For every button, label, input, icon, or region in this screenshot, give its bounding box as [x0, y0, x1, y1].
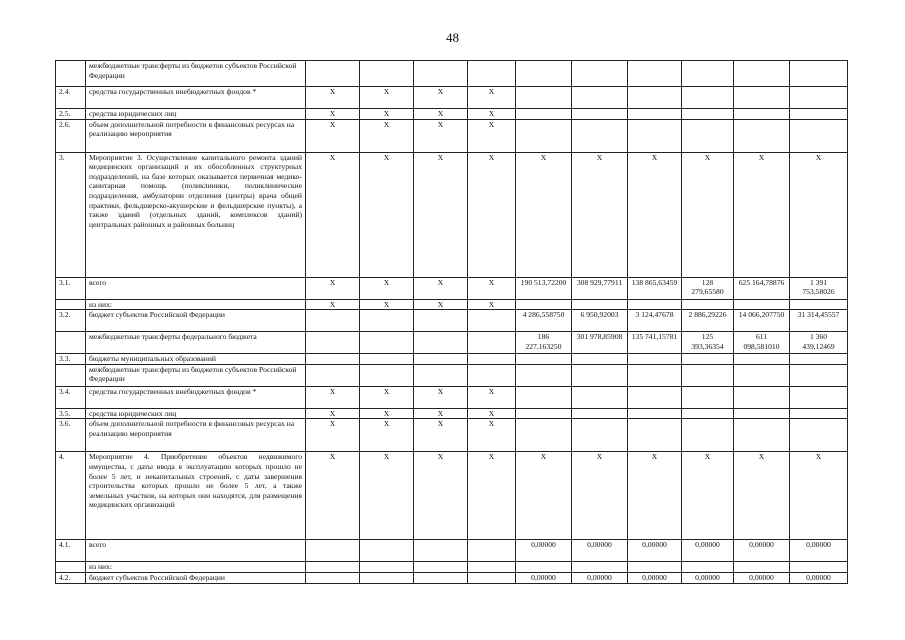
value-cell: [682, 109, 734, 120]
row-description: из них:: [86, 562, 306, 573]
table-row: [56, 354, 848, 365]
table-row: [56, 109, 848, 120]
marker-cell: [306, 540, 360, 562]
marker-cell: X: [468, 408, 516, 419]
value-cell: [790, 109, 848, 120]
marker-cell: [414, 332, 468, 354]
value-cell: X: [572, 152, 628, 277]
row-description: межбюджетные трансферты федерального бюджета: [86, 332, 306, 354]
marker-cell: X: [306, 152, 360, 277]
value-cell: X: [682, 152, 734, 277]
value-cell: X: [734, 452, 790, 540]
table-row: [56, 310, 848, 332]
marker-cell: [360, 572, 414, 583]
row-number: 3.4.: [56, 386, 86, 408]
value-cell: [628, 354, 682, 365]
marker-cell: [414, 354, 468, 365]
value-cell: [790, 61, 848, 87]
value-cell: X: [734, 152, 790, 277]
marker-cell: X: [360, 109, 414, 120]
marker-cell: X: [414, 408, 468, 419]
value-cell: [628, 419, 682, 452]
marker-cell: X: [306, 299, 360, 310]
value-cell: 186 227,163250: [516, 332, 572, 354]
row-number: 3.2.: [56, 310, 86, 332]
marker-cell: X: [468, 277, 516, 299]
marker-cell: [306, 310, 360, 332]
value-cell: [734, 109, 790, 120]
row-description: Мероприятие 4. Приобретение объектов недвижимого имущества, с даты ввода в эксплуатацию которых прошло не более 5 лет, и некапитальных строений, с даты завершения строительства которых прошло не более 5 лет, а также земельных участков, на которых они находятся, для размещения медицинских организаций: [86, 452, 306, 540]
marker-cell: [360, 562, 414, 573]
value-cell: X: [790, 152, 848, 277]
value-cell: [790, 354, 848, 365]
marker-cell: X: [468, 419, 516, 452]
value-cell: [682, 419, 734, 452]
value-cell: [572, 87, 628, 109]
marker-cell: [468, 540, 516, 562]
value-cell: [734, 408, 790, 419]
value-cell: [628, 299, 682, 310]
marker-cell: X: [306, 109, 360, 120]
value-cell: 0,00000: [572, 540, 628, 562]
marker-cell: X: [468, 452, 516, 540]
marker-cell: X: [360, 152, 414, 277]
value-cell: 6 950,92003: [572, 310, 628, 332]
marker-cell: X: [414, 87, 468, 109]
value-cell: [682, 408, 734, 419]
marker-cell: [414, 61, 468, 87]
row-number: 3.1.: [56, 277, 86, 299]
value-cell: 625 164,78876: [734, 277, 790, 299]
value-cell: [682, 119, 734, 152]
marker-cell: X: [360, 87, 414, 109]
marker-cell: [468, 572, 516, 583]
value-cell: [682, 299, 734, 310]
value-cell: 0,00000: [516, 572, 572, 583]
value-cell: [516, 419, 572, 452]
value-cell: [682, 364, 734, 386]
marker-cell: X: [414, 119, 468, 152]
row-number: 3.6.: [56, 419, 86, 452]
value-cell: 0,00000: [734, 572, 790, 583]
value-cell: 0,00000: [628, 540, 682, 562]
marker-cell: X: [468, 119, 516, 152]
value-cell: 0,00000: [682, 572, 734, 583]
row-number: [56, 61, 86, 87]
value-cell: 0,00000: [790, 540, 848, 562]
table-row: [56, 277, 848, 299]
value-cell: 0,00000: [734, 540, 790, 562]
value-cell: X: [682, 452, 734, 540]
row-number: 3.5.: [56, 408, 86, 419]
value-cell: [572, 408, 628, 419]
row-description: средства государственных внебюджетных фондов *: [86, 87, 306, 109]
value-cell: [628, 408, 682, 419]
row-number: 4.: [56, 452, 86, 540]
marker-cell: X: [306, 87, 360, 109]
value-cell: [572, 61, 628, 87]
value-cell: X: [572, 452, 628, 540]
marker-cell: [468, 332, 516, 354]
value-cell: [734, 61, 790, 87]
row-description: средства государственных внебюджетных фондов *: [86, 386, 306, 408]
value-cell: [572, 562, 628, 573]
marker-cell: [414, 540, 468, 562]
marker-cell: [360, 364, 414, 386]
value-cell: [734, 562, 790, 573]
value-cell: [516, 61, 572, 87]
value-cell: [790, 87, 848, 109]
marker-cell: X: [306, 277, 360, 299]
value-cell: 138 865,63459: [628, 277, 682, 299]
value-cell: [516, 354, 572, 365]
value-cell: [628, 61, 682, 87]
marker-cell: [306, 562, 360, 573]
row-number: 4.1.: [56, 540, 86, 562]
value-cell: [516, 386, 572, 408]
value-cell: [734, 419, 790, 452]
value-cell: [790, 562, 848, 573]
row-description: Мероприятие 3. Осуществление капитального ремонта зданий медицинских организаций и их обособленных структурных подразделений, на базе которых оказывается первичная медико-санитарная помощь (поликлиники, поликлинические подразделения, амбулатории отделения (центры) врача общей практики, фельдшерско-акушерские и фельдшерские пункты), а также зданий (отдельных зданий, комплексов зданий) центральных районных и районных больниц: [86, 152, 306, 277]
value-cell: X: [790, 452, 848, 540]
marker-cell: [360, 310, 414, 332]
table-row: [56, 419, 848, 452]
value-cell: 308 929,77911: [572, 277, 628, 299]
value-cell: 190 513,72200: [516, 277, 572, 299]
marker-cell: X: [360, 119, 414, 152]
marker-cell: X: [468, 299, 516, 310]
value-cell: [628, 109, 682, 120]
value-cell: 4 286,558750: [516, 310, 572, 332]
value-cell: X: [628, 152, 682, 277]
value-cell: [628, 562, 682, 573]
row-description: объем дополнительной потребности в финансовых ресурсах на реализацию мероприятия: [86, 119, 306, 152]
value-cell: 128 279,65580: [682, 277, 734, 299]
value-cell: [572, 299, 628, 310]
value-cell: 2 886,29226: [682, 310, 734, 332]
value-cell: [516, 109, 572, 120]
value-cell: [734, 119, 790, 152]
table-row: [56, 87, 848, 109]
value-cell: [682, 61, 734, 87]
value-cell: [682, 562, 734, 573]
table-row: [56, 572, 848, 583]
value-cell: [572, 109, 628, 120]
marker-cell: X: [360, 386, 414, 408]
value-cell: [516, 408, 572, 419]
marker-cell: [306, 364, 360, 386]
row-description: бюджет субъектов Российской Федерации: [86, 310, 306, 332]
row-number: 2.4.: [56, 87, 86, 109]
value-cell: [516, 119, 572, 152]
marker-cell: [414, 310, 468, 332]
row-number: [56, 299, 86, 310]
row-number: 4.2.: [56, 572, 86, 583]
value-cell: [790, 299, 848, 310]
marker-cell: X: [468, 87, 516, 109]
value-cell: [628, 364, 682, 386]
value-cell: [734, 354, 790, 365]
marker-cell: X: [468, 109, 516, 120]
value-cell: [790, 364, 848, 386]
value-cell: 31 314,45557: [790, 310, 848, 332]
value-cell: [516, 299, 572, 310]
value-cell: [682, 354, 734, 365]
table-row: [56, 562, 848, 573]
value-cell: [682, 386, 734, 408]
row-description: средства юридических лиц: [86, 408, 306, 419]
marker-cell: X: [306, 119, 360, 152]
value-cell: 125 393,36354: [682, 332, 734, 354]
table-row: [56, 152, 848, 277]
marker-cell: X: [414, 452, 468, 540]
table-row: [56, 540, 848, 562]
marker-cell: [468, 354, 516, 365]
value-cell: 0,00000: [682, 540, 734, 562]
value-cell: 611 098,581010: [734, 332, 790, 354]
value-cell: [572, 386, 628, 408]
value-cell: 1 391 753,58026: [790, 277, 848, 299]
marker-cell: [360, 354, 414, 365]
marker-cell: X: [306, 452, 360, 540]
marker-cell: X: [360, 408, 414, 419]
marker-cell: [360, 540, 414, 562]
value-cell: [790, 408, 848, 419]
marker-cell: [306, 572, 360, 583]
value-cell: [682, 87, 734, 109]
marker-cell: [468, 61, 516, 87]
row-number: 2.6.: [56, 119, 86, 152]
value-cell: 14 066,207750: [734, 310, 790, 332]
row-number: [56, 364, 86, 386]
value-cell: [790, 119, 848, 152]
value-cell: 301 978,85908: [572, 332, 628, 354]
marker-cell: [468, 310, 516, 332]
marker-cell: X: [414, 109, 468, 120]
value-cell: 0,00000: [790, 572, 848, 583]
value-cell: [572, 419, 628, 452]
marker-cell: X: [360, 299, 414, 310]
value-cell: [628, 119, 682, 152]
marker-cell: [414, 364, 468, 386]
value-cell: [572, 364, 628, 386]
row-description: межбюджетные трансферты из бюджетов субъектов Российской Федерации: [86, 61, 306, 87]
row-description: межбюджетные трансферты из бюджетов субъектов Российской Федерации: [86, 364, 306, 386]
row-description: бюджеты муниципальных образований: [86, 354, 306, 365]
table-row: [56, 61, 848, 87]
value-cell: 0,00000: [516, 540, 572, 562]
value-cell: X: [628, 452, 682, 540]
marker-cell: X: [360, 419, 414, 452]
value-cell: [516, 87, 572, 109]
marker-cell: X: [414, 277, 468, 299]
marker-cell: X: [414, 419, 468, 452]
marker-cell: X: [468, 386, 516, 408]
value-cell: [734, 299, 790, 310]
row-description: бюджет субъектов Российской Федерации: [86, 572, 306, 583]
marker-cell: X: [414, 299, 468, 310]
marker-cell: X: [306, 386, 360, 408]
marker-cell: [360, 61, 414, 87]
marker-cell: X: [360, 277, 414, 299]
row-number: [56, 562, 86, 573]
marker-cell: X: [306, 408, 360, 419]
row-number: 2.5.: [56, 109, 86, 120]
table-row: [56, 364, 848, 386]
row-description: средства юридических лиц: [86, 109, 306, 120]
value-cell: [572, 119, 628, 152]
value-cell: [628, 386, 682, 408]
row-description: из них:: [86, 299, 306, 310]
marker-cell: X: [414, 152, 468, 277]
table-row: [56, 386, 848, 408]
value-cell: [516, 364, 572, 386]
page-number: 48: [446, 30, 459, 45]
marker-cell: [468, 562, 516, 573]
marker-cell: [414, 572, 468, 583]
value-cell: [572, 354, 628, 365]
marker-cell: [468, 364, 516, 386]
value-cell: [790, 386, 848, 408]
financing-table: [55, 60, 848, 584]
marker-cell: [306, 61, 360, 87]
table-row: [56, 119, 848, 152]
value-cell: [628, 87, 682, 109]
marker-cell: [306, 354, 360, 365]
value-cell: X: [516, 152, 572, 277]
row-description: всего: [86, 540, 306, 562]
marker-cell: [306, 332, 360, 354]
value-cell: [734, 364, 790, 386]
value-cell: 135 741,15781: [628, 332, 682, 354]
value-cell: [516, 562, 572, 573]
value-cell: [734, 87, 790, 109]
marker-cell: X: [468, 152, 516, 277]
value-cell: 3 124,47678: [628, 310, 682, 332]
table-row: [56, 332, 848, 354]
value-cell: [734, 386, 790, 408]
marker-cell: X: [306, 419, 360, 452]
marker-cell: [360, 332, 414, 354]
value-cell: [790, 419, 848, 452]
row-description: объем дополнительной потребности в финансовых ресурсах на реализацию мероприятия: [86, 419, 306, 452]
row-number: [56, 332, 86, 354]
table-row: [56, 299, 848, 310]
marker-cell: X: [360, 452, 414, 540]
table-row: [56, 408, 848, 419]
row-number: 3.: [56, 152, 86, 277]
value-cell: 1 360 439,12469: [790, 332, 848, 354]
value-cell: X: [516, 452, 572, 540]
marker-cell: X: [414, 386, 468, 408]
row-description: всего: [86, 277, 306, 299]
value-cell: 0,00000: [572, 572, 628, 583]
marker-cell: [414, 562, 468, 573]
row-number: 3.3.: [56, 354, 86, 365]
table-row: [56, 452, 848, 540]
value-cell: 0,00000: [628, 572, 682, 583]
